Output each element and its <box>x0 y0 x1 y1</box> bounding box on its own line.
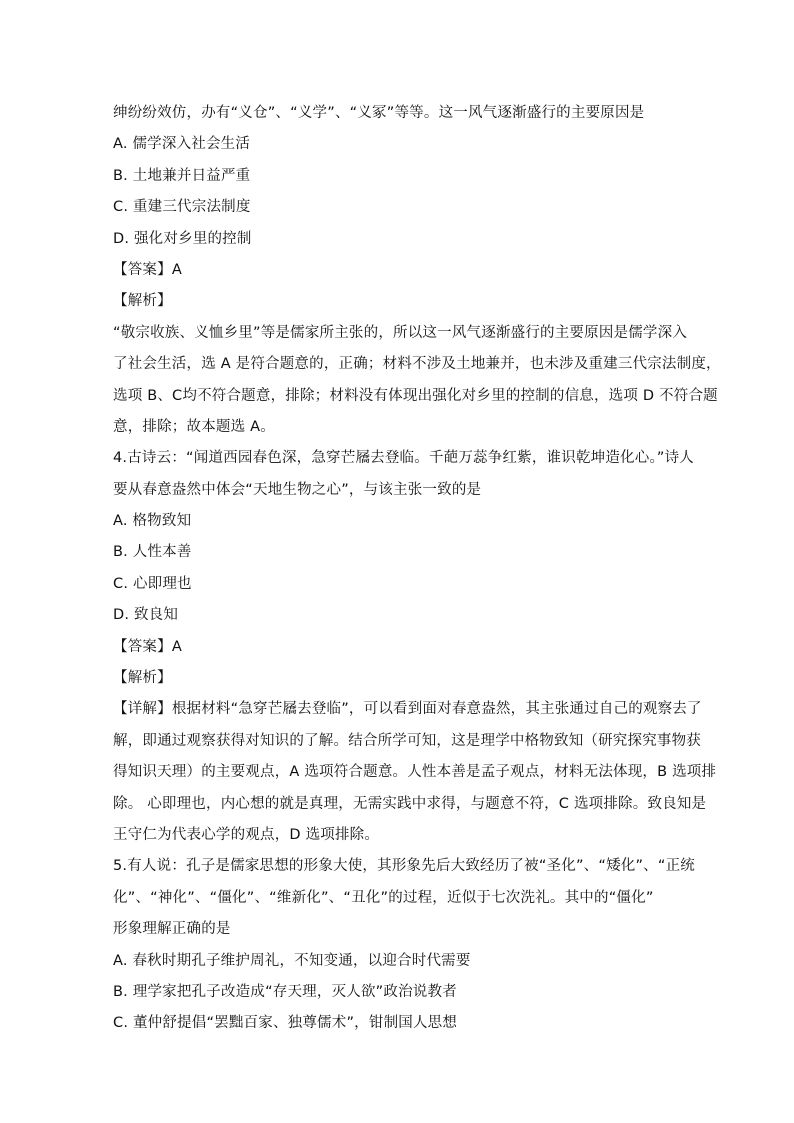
q4-analysis-line-4: 除。 心即理也，内心想的就是真理，无需实践中求得，与题意不符，C 选项排除。致良知是 <box>113 795 707 812</box>
q4-analysis-text-1: 根据材料“急穿芒屩去登临”，可以看到面对春意盎然，其主张通过自己的观察去了 <box>171 701 702 718</box>
q3-analysis-line-4: 意，排除；故本题选 A。 <box>113 418 275 435</box>
q3-analysis-line-3: 选项 B、C均不符合题意，排除；材料没有体现出强化对乡里的控制的信息，选项 D 不符合题 <box>113 387 718 404</box>
q4-analysis-line-5: 王守仁为代表心学的观点，D 选项排除。 <box>113 826 380 843</box>
q3-analysis-label: 【解析】 <box>113 293 172 310</box>
q3-option-b: B. 土地兼并日益严重 <box>113 167 251 184</box>
q4-option-b: B. 人性本善 <box>113 544 192 561</box>
q4-detail-label: 【详解】 <box>113 701 172 718</box>
q4-option-c: C. 心即理也 <box>113 575 192 592</box>
q4-analysis-line-1 <box>113 694 702 725</box>
q4-analysis-line-3: 得知识天理）的主要观点，A 选项符合题意。人性本善是孟子观点，材料无法体现，B 选项排 <box>113 764 717 781</box>
q3-analysis-line-1: “敬宗收族、义恤乡里”等是儒家所主张的，所以这一风气逐渐盛行的主要原因是儒学深入 <box>113 324 688 341</box>
q3-option-a: A. 儒学深入社会生活 <box>113 136 251 153</box>
q3-option-d: D. 强化对乡里的控制 <box>113 230 252 247</box>
q3-analysis-line-2: 了社会生活，选 A 是符合题意的，正确；材料不涉及土地兼并，也未涉及重建三代宗法制度， <box>113 356 721 373</box>
q4-option-d: D. 致良知 <box>113 607 179 624</box>
q3-stem-tail: 绅纷纷效仿，办有“义仓”、“义学”、“义冢”等等。这一风气逐渐盛行的主要原因是 <box>113 105 645 121</box>
q3-answer-value: A <box>171 261 182 278</box>
q4-option-a: A. 格物致知 <box>113 513 192 530</box>
q4-answer <box>113 632 683 663</box>
q5-stem-line-1: 5.有人说：孔子是儒家思想的形象大使，其形象先后大致经历了被“圣化”、“矮化”、“正统 <box>113 858 695 875</box>
q4-answer-label: 【答案】 <box>113 638 172 655</box>
q4-stem-line-1: 4.古诗云：“闻道西园春色深，急穿芒屩去登临。千葩万蕊争红紫，谁识乾坤造化心。”诗人 <box>113 450 695 467</box>
q4-answer-value: A <box>171 638 182 655</box>
q5-option-c: C. 董仲舒提倡“罢黜百家、独尊儒术”，钳制国人思想 <box>113 1015 458 1032</box>
q3-option-c: C. 重建三代宗法制度 <box>113 199 251 216</box>
q4-analysis-label: 【解析】 <box>113 670 172 687</box>
q4-stem-line-2: 要从春意盎然中体会“天地生物之心”，与该主张一致的是 <box>113 481 482 498</box>
document-page <box>113 98 721 1040</box>
q5-option-b: B. 理学家把孔子改造成“存天理，灭人欲”政治说教者 <box>113 983 457 1000</box>
q5-option-a: A. 春秋时期孔子维护周礼，不知变通，以迎合时代需要 <box>113 952 471 969</box>
q4-analysis-line-2: 解，即通过观察获得对知识的了解。结合所学可知，这是理学中格物致知（研究探究事物获 <box>113 732 701 749</box>
q5-stem-line-3: 形象理解正确的是 <box>113 921 231 938</box>
q3-answer <box>113 255 683 286</box>
q3-answer-label: 【答案】 <box>113 261 172 278</box>
q5-stem-line-2: 化”、“神化”、“僵化”、“维新化”、“丑化”的过程，近似于七次洗礼。其中的“僵化” <box>113 889 654 906</box>
